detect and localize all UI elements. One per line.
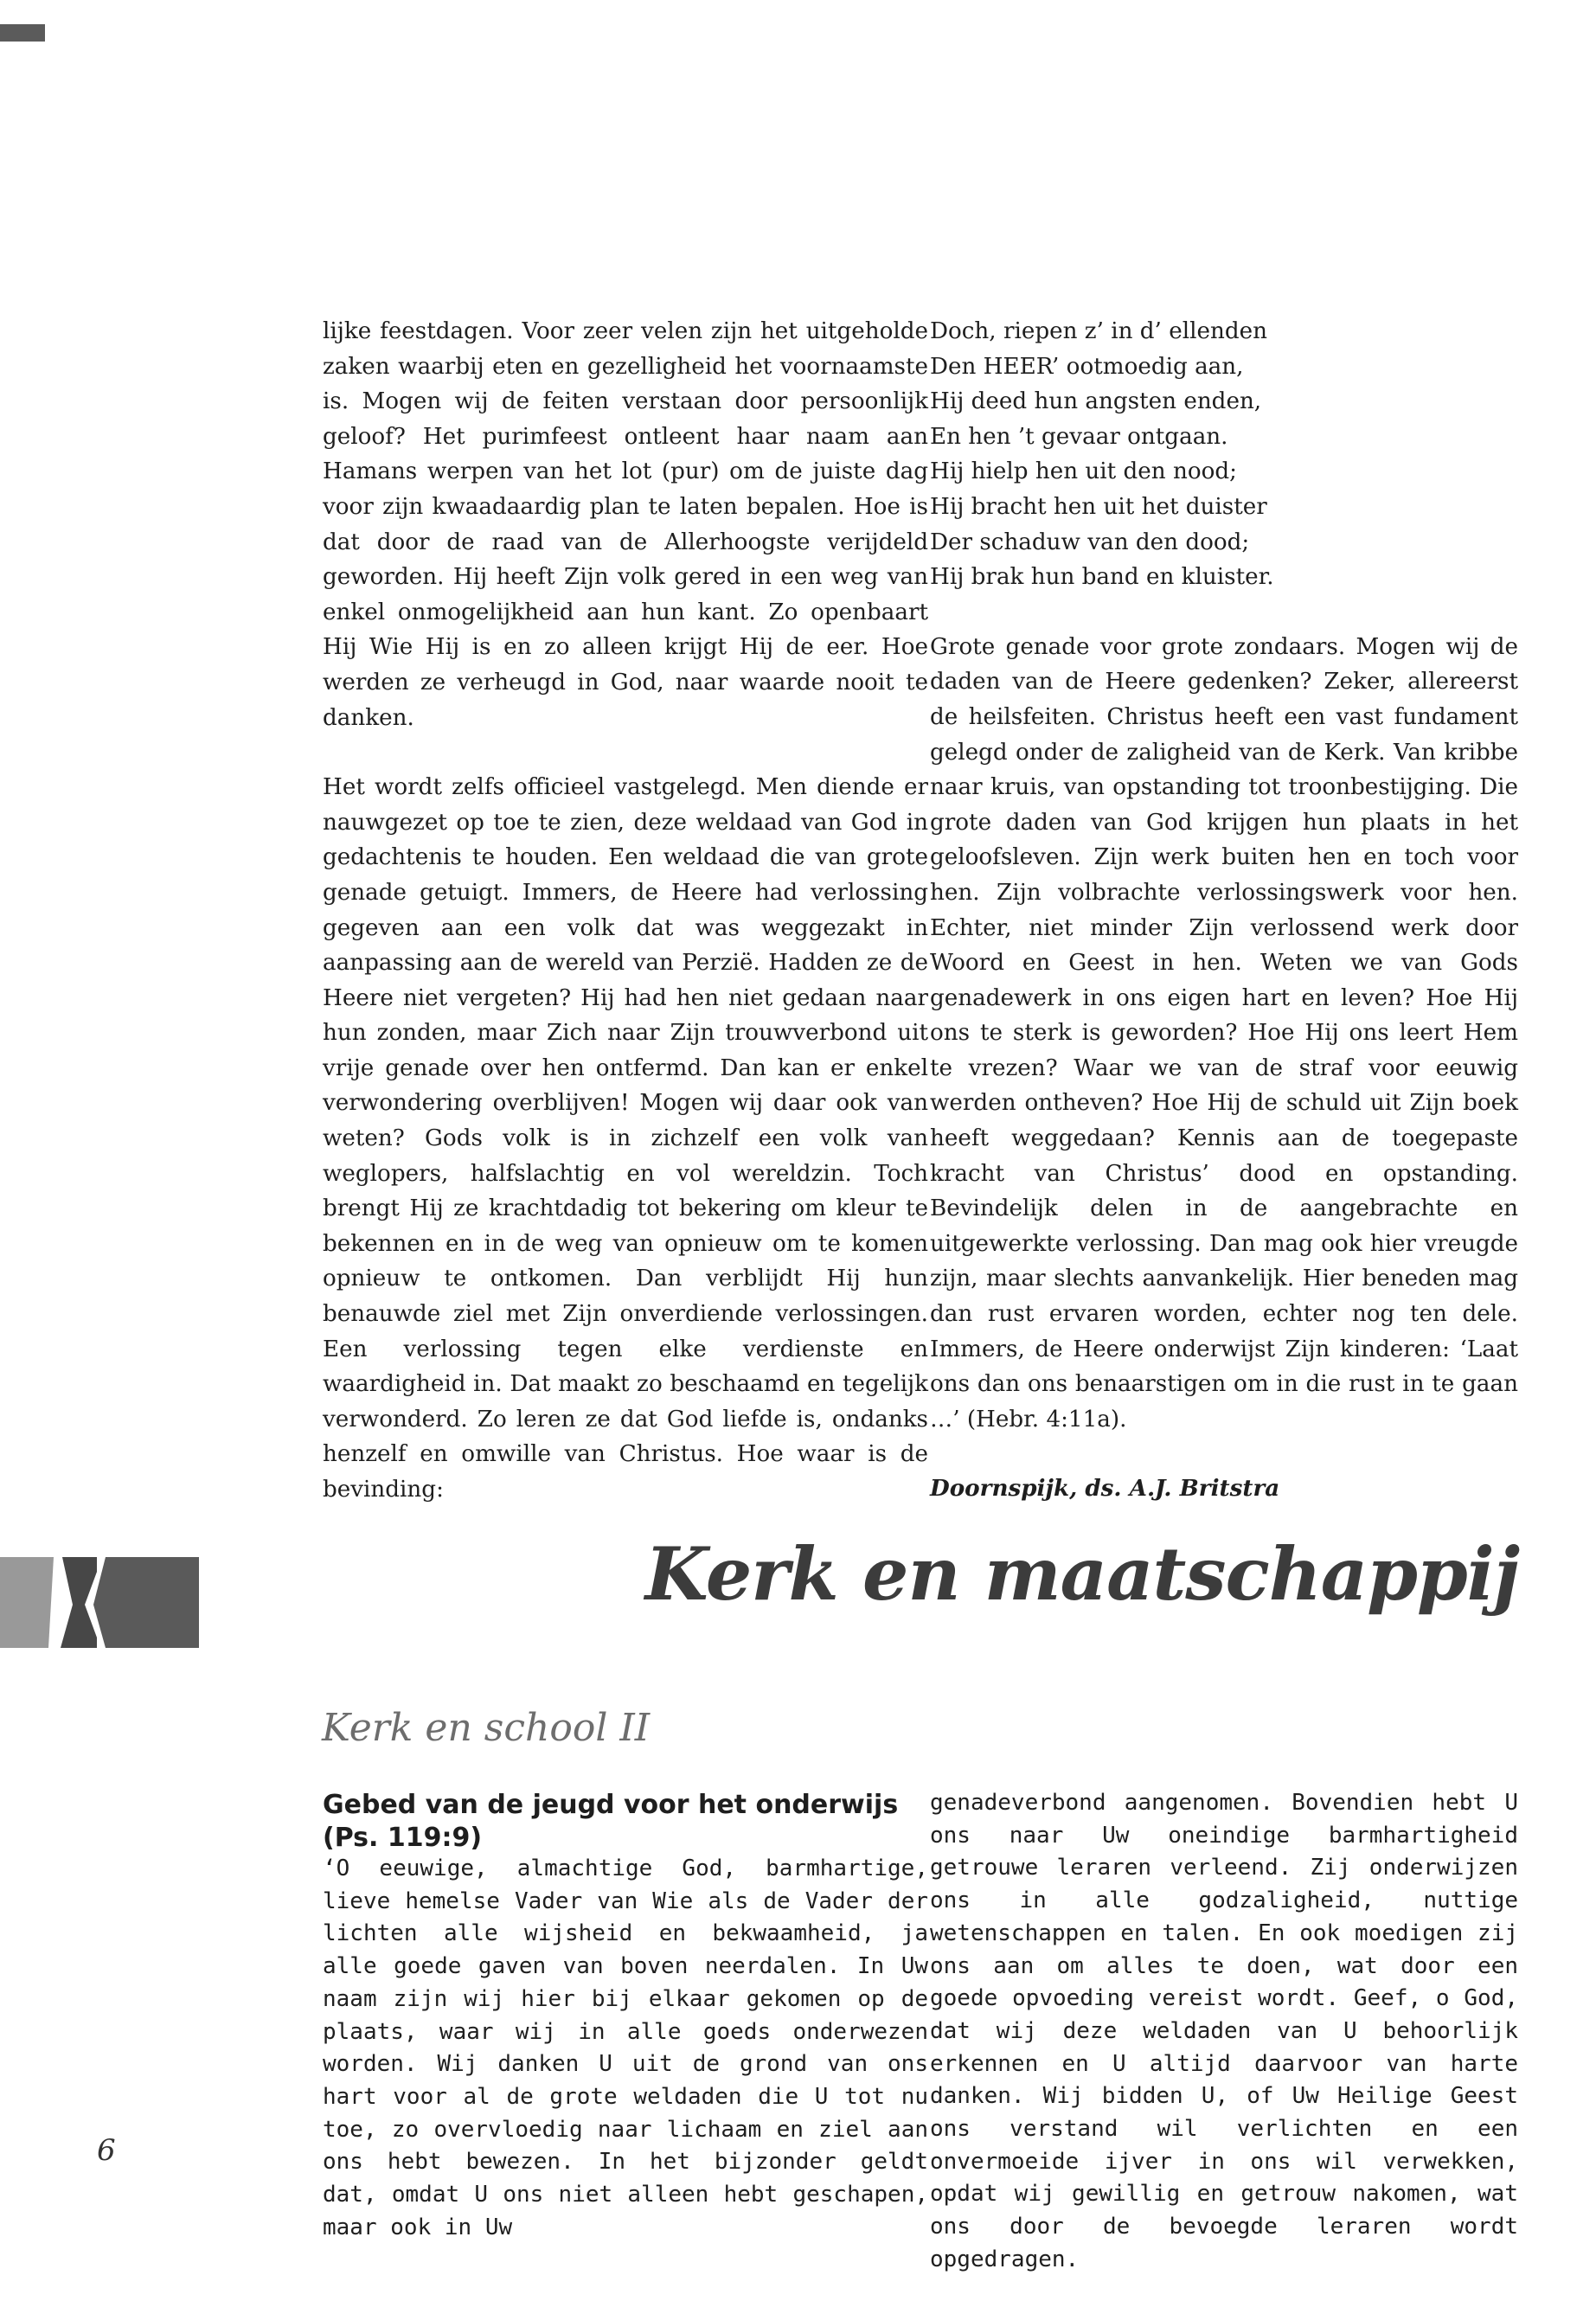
column-top-left <box>323 314 928 1508</box>
logo-block-light <box>0 1557 54 1648</box>
poem-line: Hij brak hun band en kluister. <box>930 564 1274 591</box>
poem <box>930 314 1518 595</box>
paragraph: lijke feestdagen. Voor zeer velen zijn het uitgeholde zaken waarbij eten en gezelligheid het voornaamste is. Mogen wij de feiten verstaan door persoonlijk geloof? Het purimfeest ontleent haar naam aan Hamans werpen van het lot (pur) om de juiste dag voor zijn kwaadaardig plan te laten bepalen. Hoe is dat door de raad van de Allerhoogste verijdeld geworden. Hij heeft Zijn volk gered in een weg van enkel onmogelijkheid aan hun kant. Zo openbaart Hij Wie Hij is en zo alleen krijgt Hij de eer. Hoe werden ze verheugd in God, naar waarde nooit te danken. <box>323 318 928 731</box>
column-bottom-right <box>930 1787 1518 2277</box>
column-bottom-left <box>323 1853 928 2244</box>
section-title: Kerk en maatschappij <box>644 1531 1519 1617</box>
poem-line: Hij deed hun angsten enden, <box>930 388 1262 415</box>
poem-line: Hij hielp hen uit den nood; <box>930 458 1237 485</box>
paragraph: ‘O eeuwige, almachtige God, barmhartige, lieve hemelse Vader van Wie als de Vader der lichten alle wijsheid en bekwaamheid, ja alle goede gaven van boven neerdalen. In Uw naam zijn wij hier bij elkaar gekomen op de plaats, waar wij in alle goeds onderwezen worden. Wij danken U uit de grond van ons hart voor al de grote weldaden die U tot nu toe, zo overvloedig naar lichaam en ziel aan ons hebt bewezen. In het bijzonder geldt dat, omdat U ons niet alleen hebt geschapen, maar ook in Uw <box>323 1856 928 2240</box>
poem-line: Doch, riepen z’ in d’ ellenden <box>930 318 1267 344</box>
logo-block-dark <box>61 1557 97 1648</box>
page-number: 6 <box>97 2133 116 2168</box>
paragraph: Grote genade voor grote zondaars. Mogen wij de daden van de Heere gedenken? Zeker, allereerst de heilsfeiten. Christus heeft een vast fundament gelegd onder de zaligheid van de Kerk. Van kribbe naar kruis, van opstanding tot troonbestijging. Die grote daden van God krijgen hun plaats in het geloofsleven. Zijn werk buiten hen en toch voor hen. Zijn volbrachte verlossingswerk voor hen. Echter, niet minder Zijn verlossend werk door Woord en Geest in hen. Weten we van Gods genadewerk in ons eigen hart en leven? Hoe Hij ons te sterk is geworden? Hoe Hij ons leert Hem te vrezen? Waar we van de straf voor eeuwig werden ontheven? Hoe Hij de schuld uit Zijn boek heeft weggedaan? Kennis aan de toegepaste kracht van Christus’ dood en opstanding. Bevindelijk delen in de aangebrachte en uitgewerkte verlossing. Dan mag ook hier vreugde zijn, maar slechts aanvankelijk. Hier beneden mag dan rust ervaren worden, echter nog ten dele. Immers, de Heere onderwijst Zijn kinderen: ‘Laat ons dan ons benaarstigen om in die rust in te gaan …’ (Hebr. 4:11a). <box>930 633 1518 1433</box>
paragraph: genadeverbond aangenomen. Bovendien hebt U ons naar Uw oneindige barmhartigheid getrouwe leraren verleend. Zij onderwijzen ons in alle godzaligheid, nuttige wetenschappen en talen. En ook moedigen zij ons aan om alles te doen, wat door een goede opvoeding vereist wordt. Geef, o God, dat wij deze weldaden van U behoorlijk erkennen en U altijd daarvoor van harte danken. Wij bidden U, of Uw Heilige Geest ons verstand wil verlichten en een onvermoeide ijver in ons wil verwekken, opdat wij gewillig en getrouw nakomen, wat ons door de bevoegde leraren wordt opgedragen. <box>930 1790 1518 2272</box>
poem-line: Hij bracht hen uit het duister <box>930 493 1267 520</box>
poem-line: En hen ’t gevaar ontgaan. <box>930 423 1228 450</box>
column-top-right <box>930 314 1518 1507</box>
poem-line: Der schaduw van den dood; <box>930 529 1250 555</box>
article-heading: Gebed van de jeugd voor het onderwijs (Ps. 119:9) <box>323 1790 899 1853</box>
section-logo-icon <box>0 1553 203 1648</box>
poem-line: Den HEER’ ootmoedig aan, <box>930 353 1244 380</box>
paragraph: Het wordt zelfs officieel vastgelegd. Men diende er nauwgezet op toe te zien, deze weldaad van God in gedachtenis te houden. Een weldaad die van grote genade getuigt. Immers, de Heere had verlossing gegeven aan een volk dat was weggezakt in aanpassing aan de wereld van Perzië. Hadden ze de Heere niet vergeten? Hij had hen niet gedaan naar hun zonden, maar Zich naar Zijn trouwverbond uit vrije genade over hen ontfermd. Dan kan er enkel verwondering overblijven! Mogen wij daar ook van weten? Gods volk is in zichzelf een volk van weglopers, halfslachtig en vol wereldzin. Toch brengt Hij ze krachtdadig tot bekering om kleur te bekennen en in de weg van opnieuw om te komen opnieuw te ontkomen. Dan verblijdt Hij hun benauwde ziel met Zijn onverdiende verlossingen. Een verlossing tegen elke verdienste en waardigheid in. Dat maakt zo beschaamd en tegelijk verwonderd. Zo leren ze dat God liefde is, ondanks henzelf en omwille van Christus. Hoe waar is de bevinding: <box>323 774 928 1503</box>
author-signature: Doornspijk, ds. A.J. Britstra <box>930 1475 1280 1503</box>
corner-mark <box>0 24 45 42</box>
subsection-title: Kerk en school II <box>322 1706 651 1750</box>
logo-block-mid <box>93 1557 199 1648</box>
